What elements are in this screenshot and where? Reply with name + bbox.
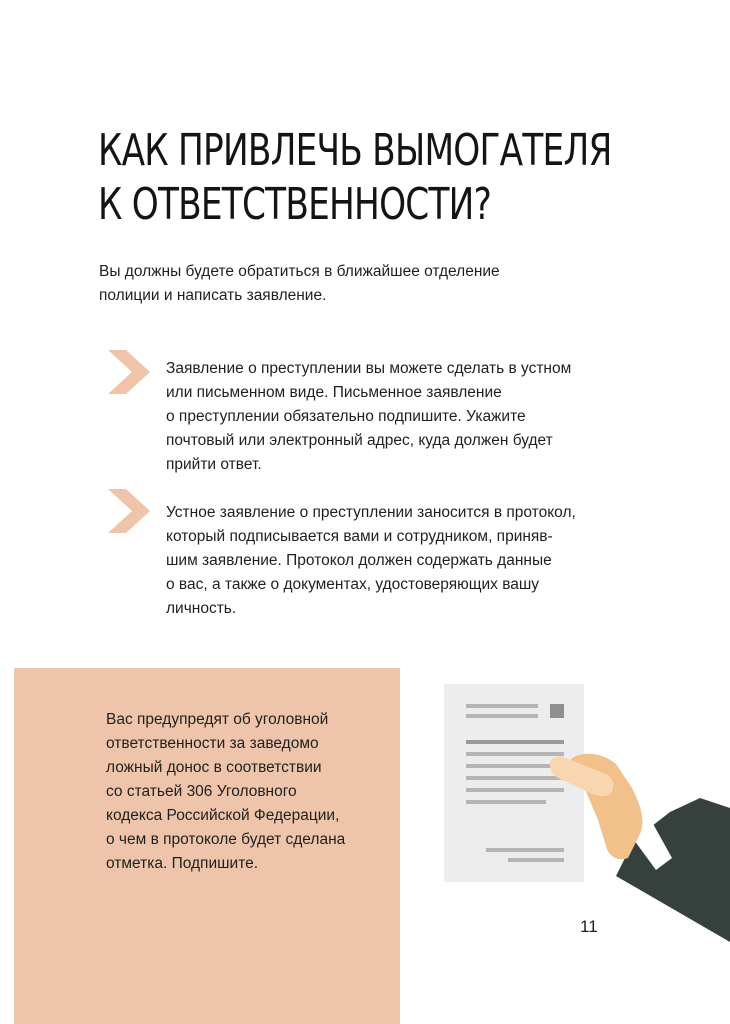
hand-holding-document-icon	[420, 670, 730, 950]
list-item-line: личность.	[166, 600, 237, 617]
notice-text	[106, 708, 396, 876]
list-item-line: о преступлении обязательно подпишите. Укажите	[166, 408, 526, 425]
page-number: 11	[580, 917, 598, 936]
notice-line: отметка. Подпишите.	[106, 855, 259, 872]
notice-line: о чем в протоколе будет сделана	[106, 831, 346, 848]
list-item-line: почтовый или электронный адрес, куда должен будет	[166, 432, 553, 449]
list-item-line: Заявление о преступлении вы можете сделать в устном	[166, 360, 572, 377]
list-item-line: или письменном виде. Письменное заявление	[166, 384, 502, 401]
list-item-line: прийти ответ.	[166, 456, 262, 473]
chevron-right-icon	[108, 350, 150, 394]
list-item	[166, 501, 606, 621]
list-item-line: о вас, а также о документах, удостоверяющих вашу	[166, 576, 540, 593]
intro-line: полиции и написать заявление.	[99, 287, 327, 304]
title-line: КАК ПРИВЛЕЧЬ ВЫМОГАТЕЛЯ	[98, 125, 612, 176]
notice-line: ложный донос в соответствии	[106, 759, 322, 776]
list-item	[166, 357, 606, 477]
chevron-right-icon	[108, 489, 150, 533]
title-line: К ОТВЕТСТВЕННОСТИ?	[98, 179, 492, 230]
notice-line: со статьей 306 Уголовного	[106, 783, 297, 800]
list-item-line: Устное заявление о преступлении заносится в протокол,	[166, 504, 576, 521]
notice-line: кодекса Российской Федерации,	[106, 807, 340, 824]
intro-line: Вы должны будете обратиться в ближайшее отделение	[99, 263, 500, 280]
intro-paragraph	[99, 260, 569, 308]
notice-line: ответственности за заведомо	[106, 735, 319, 752]
notice-line: Вас предупредят об уголовной	[106, 711, 329, 728]
page-title	[98, 124, 612, 232]
list-item-line: который подписывается вами и сотрудником, приняв-	[166, 528, 553, 545]
list-item-line: шим заявление. Протокол должен содержать данные	[166, 552, 552, 569]
